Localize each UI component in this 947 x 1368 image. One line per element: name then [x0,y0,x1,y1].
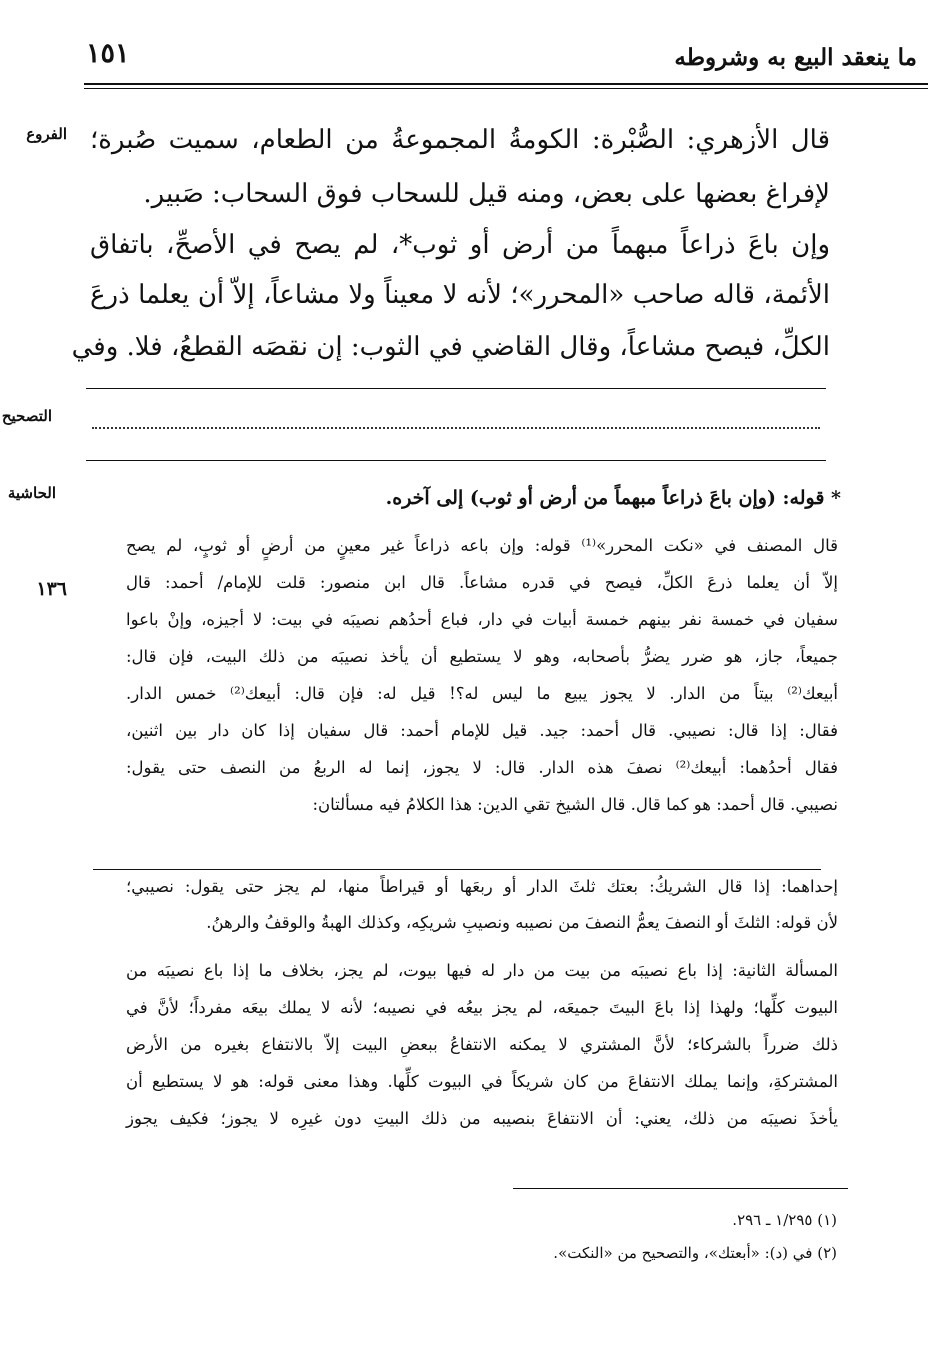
footnote-1: (١) ١/٢٩٥ ـ ٢٩٦. [732,1211,837,1229]
section-label-furu: الفروع [26,125,67,143]
running-head: ما ينعقد البيع به وشروطه [674,44,917,71]
hashiya-line: ذلك ضرراً بالشركاء؛ لأنَّ المشتري لا يمكنه الانتفاعُ ببعضِ البيت إلاّ بالانتفاع بغيره من الأرض [126,1035,838,1054]
header-rule [84,83,928,85]
footnote-rule [513,1188,848,1189]
hashiya-line: إلاّ أن يعلما ذرعَ الكلِّ، فيصح في قدره مشاعاً. قال ابن منصور: قلت للإمام/ أحمد: قال [126,573,838,592]
hashiya-line: البيوت كلِّها؛ ولهذا إذا باعَ البيتَ جميعَه، لم يجز بيعُه في نصيبه؛ لأنه لا يملك بيعَه مفرداً؛ لأنَّ في [126,998,838,1017]
hashiya-line: يأخذَ نصيبَه من ذلك، يعني: أن الانتفاعَ بنصيبه من ذلك البيتِ دون غيرِه لا يجوز؛ فكيف يجوز [126,1109,838,1128]
section-divider [86,388,826,389]
main-text-line: قال الأزهري: الصُّبْرة: الكومةُ المجموعةُ من الطعام، سميت صُبرة؛ [90,125,830,155]
main-text-line: وإن باعَ ذراعاً مبهماً من أرض أو ثوب*، لم يصح في الأصحِّ، باتفاق [90,230,830,260]
section-label-tashih: التصحيح [1,407,52,425]
main-text-line: الكلِّ، فيصح مشاعاً، وقال القاضي في الثوب: إن نقصَه القطعُ، فلا. وفي [71,332,830,362]
main-text-line: الأئمة، قاله صاحب «المحرر»؛ لأنه لا معيناً ولا مشاعاً، إلاّ أن يعلما ذرعَ [90,280,830,310]
header-rule-thin [84,88,928,89]
tashih-dotted-line [92,427,820,429]
hashiya-line: المسألة الثانية: إذا باع نصيبَه من بيت من دار له فيها بيوت، لم يجز، بخلاف ما إذا باع نصيبَه من [126,961,838,980]
hashiya-line: المشتركةِ، وإنما يملك الانتفاعَ من كان شريكاً في البيوت كلِّها. وهذا معنى قوله: هو لا يستطيع أن [126,1072,838,1091]
page-number: ١٥١ [86,38,130,69]
main-text-line: لإفراغ بعضها على بعض، ومنه قيل للسحاب فوق السحاب: صَبير. [143,179,830,209]
paragraph-separator [93,869,821,870]
manuscript-page-ref: ١٣٦ [36,578,67,600]
hashiya-line: أبيعك⁽²⁾ بيتاً من الدار. لا يجوز يبيع ما ليس له؟! قيل له: فإن قال: أبيعك⁽²⁾ خمس الدار. [126,684,838,703]
hashiya-line: جميعاً، جاز، هو ضرر يضرُّ بأصحابه، وهو لا يستطيع أن يأخذ نصيبَه من ذلك البيت، فإن قال: [126,647,838,666]
hashiya-line: لأن قوله: الثلثَ أو النصفَ يعمُّ النصفَ من نصيبه ونصيبِ شريكِه، وكذلك الهبةُ والوقفُ والرهنُ. [206,913,838,932]
hashiya-line: قال المصنف في «نكت المحرر»⁽¹⁾ قوله: وإن باعه ذراعاً غير معينٍ من أرضٍ أو ثوبٍ، لم يصح [126,536,838,555]
hashiya-line: فقال: إذا قال: نصيبي. قال أحمد: جيد. قيل للإمام أحمد: قال سفيان إذا كان دار بين اثنين، [126,721,838,740]
hashiya-heading: * قوله: (وإن باعَ ذراعاً مبهماً من أرض أو ثوب) إلى آخره. [385,487,841,509]
footnote-2: (٢) في (د): «أبعتك»، والتصحيح من «النكت». [553,1244,837,1262]
hashiya-line: فقال أحدُهما: أبيعك⁽²⁾ نصفَ هذه الدار. قال: لا يجوز، إنما له الربعُ من النصف حتى يقول: [126,758,838,777]
hashiya-line: سفيان في خمسة نفر بينهم خمسة أبيات في دار، فباع أحدُهم نصيبَه في بيت: لا أجيزه، وإنْ باعوا [126,610,838,629]
hashiya-line: نصيبي. قال أحمد: هو كما قال. قال الشيخ تقي الدين: هذا الكلامُ فيه مسألتان: [312,795,838,814]
section-label-hashiya: الحاشية [7,484,56,502]
section-divider [86,460,826,461]
hashiya-line: إحداهما: إذا قال الشريكُ: بعتك ثلثَ الدار أو ربعَها أو قيراطاً منها، لم يجز حتى يقول: نصيبي؛ [126,877,838,896]
